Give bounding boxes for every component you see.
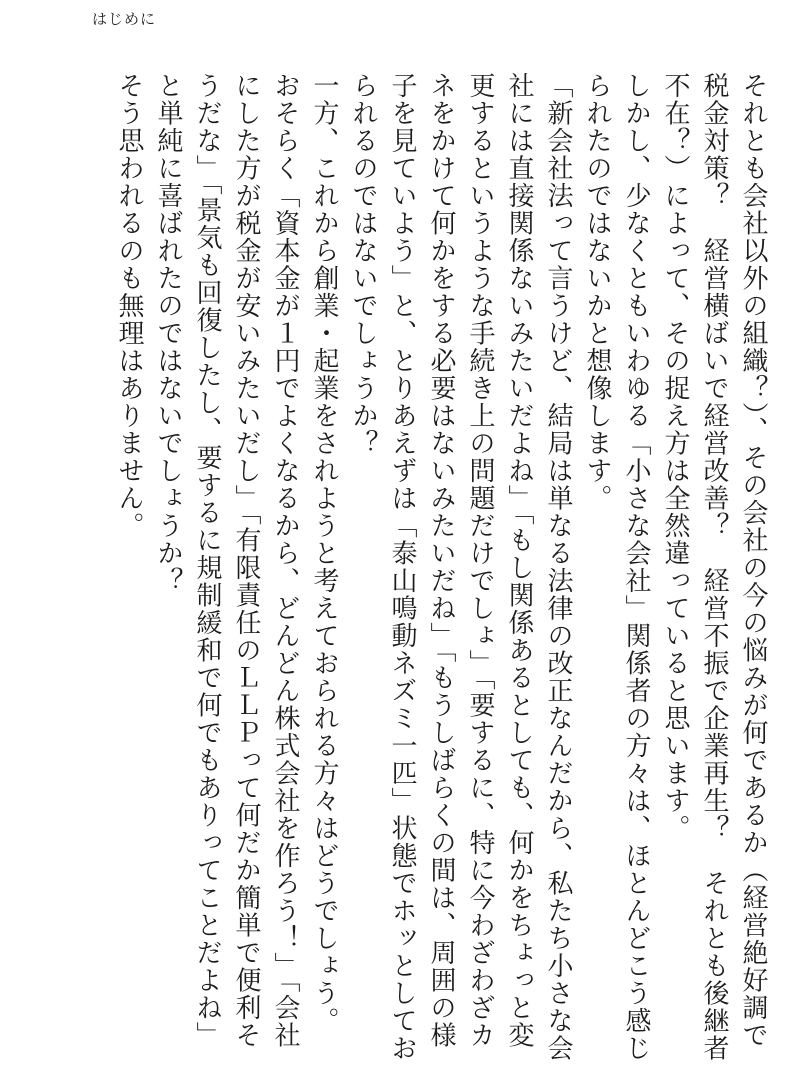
- body-text: [12, 72, 772, 1062]
- paragraph: それとも会社以外の組織？）、その会社の今の悩みが何であるか（経営絶好調で税金対策？ 経営横ばいで経営改善？ 経営不振で企業再生？ それとも後継者不在？）によって、その捉え方は全然違っていると思います。: [660, 72, 768, 1062]
- paragraph: そう思われるのも無理はありません。: [114, 72, 144, 540]
- paragraph: おそらく「資本金が１円でよくなるから、どんどん株式会社を作ろう！」「会社にした方が税金が安いみたいだし」「有限責任のＬＬＰって何だか簡単で便利そうだな」「景気も回復したし、要するに規制緩和で何でもありってことだよね」と単純に喜ばれたのではないでしょうか？: [153, 72, 300, 1049]
- running-header: はじめに: [92, 10, 157, 28]
- paragraph: 一方、これから創業・起業をされようと考えておられる方々はどうでしょう。: [309, 72, 339, 1035]
- paragraph: 「新会社法って言うけど、結局は単なる法律の改正なんだから、私たち小さな会社には直接関係ないみたいだよね」「もし関係あるとしても、何かをちょっと変更するというような手続き上の問題だけでしょ」「要するに、特に今わざわざカネをかけて何かをする必要はないみたいだね」「もうしばらくの間は、周囲の様子を見ていよう」と、とりあえずは「泰山鳴動ネズミ一匹」状態でホッとしておられるのではないでしょうか？: [348, 72, 573, 1062]
- paragraph: しかし、少なくともいわゆる「小さな会社」関係者の方々は、ほとんどこう感じられたのではないかと想像します。: [582, 72, 651, 1062]
